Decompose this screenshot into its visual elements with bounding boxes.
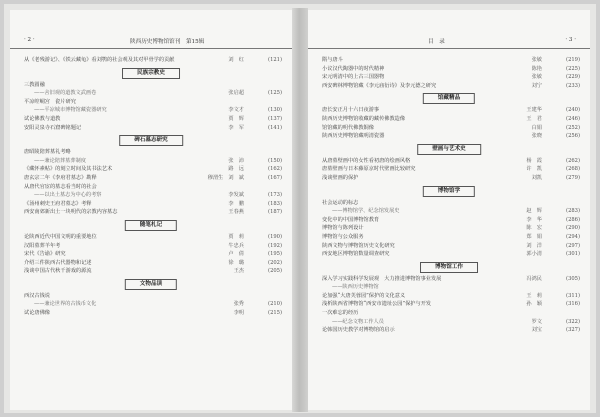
entry-title: ——兼论陪葬墓葬制度 — [34, 157, 86, 164]
entry-author: 贾 莉 — [228, 233, 244, 240]
toc-entry — [10, 165, 292, 174]
entry-author: 张敏 — [531, 57, 542, 63]
entry-title: 宋元明清中的上古三国器物 — [322, 74, 385, 81]
entry-title: 西安地区博物馆数量调查研究 — [322, 251, 390, 258]
entry-page-number: (219) — [566, 57, 580, 63]
toc-entry — [308, 300, 590, 309]
entry-page-number: (183) — [268, 200, 282, 207]
entry-author: 李文才 — [228, 107, 244, 114]
right-page-header — [308, 36, 590, 49]
section-title: 碑石墓志研究 — [119, 135, 183, 146]
entry-page-number: (137) — [268, 115, 282, 122]
toc-entry — [10, 183, 292, 192]
entry-author: 张晓 — [531, 133, 542, 140]
entry-title: 宋代《告谕》研究 — [24, 251, 66, 258]
entry-page-number: (256) — [566, 133, 580, 140]
section-title: 壁画与艺术史 — [417, 144, 481, 155]
toc-entry — [10, 292, 292, 301]
entry-page-number: (316) — [566, 301, 580, 308]
toc-entry — [308, 65, 590, 74]
right-page-number: · 3 · — [565, 37, 576, 43]
left-running-title: 陕西历史博物馆馆刊 第15辑 — [130, 39, 205, 45]
entry-title: 陕西历史博物馆收藏的藏传佛教造像 — [322, 115, 406, 122]
toc-section-heading — [308, 141, 590, 157]
entry-page-number: (233) — [566, 82, 580, 89]
entry-page-number: (141) — [268, 124, 282, 131]
toc-entry — [10, 267, 292, 276]
entry-author: 徐 璐 — [228, 259, 244, 266]
entry-author: 牛忠兵 — [228, 242, 244, 249]
toc-subtitle-row — [10, 191, 292, 200]
entry-author: 王 莉 — [526, 292, 542, 299]
entry-author: 王杰 — [233, 268, 244, 275]
toc-entry — [10, 233, 292, 242]
toc-entry — [308, 157, 590, 166]
toc-entry — [10, 242, 292, 251]
entry-author: 李 鹏 — [228, 200, 244, 207]
toc-entry — [308, 326, 590, 335]
entry-author: 刘宝 — [531, 327, 542, 334]
toc-entry — [308, 73, 590, 82]
entry-title: ——平凉城市博物馆藏瓷器研究 — [34, 107, 107, 114]
entry-page-number: (225) — [566, 65, 580, 72]
entry-page-number: (229) — [566, 74, 580, 81]
entry-author: 李 华 — [526, 216, 542, 223]
entry-page-number: (294) — [566, 233, 580, 240]
section-title: 博物馆工作 — [420, 262, 478, 273]
entry-title: ——以出土墓志为中心的考察 — [34, 192, 102, 199]
toc-entry — [10, 81, 292, 90]
toc-entry — [308, 174, 590, 183]
section-title: 馆藏精品 — [423, 93, 475, 104]
entry-author: 刘宁 — [531, 82, 542, 89]
open-book — [4, 4, 596, 413]
toc-subtitle-row — [10, 106, 292, 115]
toc-entry — [10, 309, 292, 318]
entry-title: 三教圆融 — [24, 81, 45, 88]
toc-subtitle-row — [10, 300, 292, 309]
entry-title: ——纪念文物工作人员 — [332, 318, 384, 325]
entry-page-number: (268) — [566, 166, 580, 173]
toc-entry — [308, 216, 590, 225]
entry-page-number: (187) — [268, 209, 282, 216]
right-running-title: 目 录 — [428, 39, 445, 45]
entry-title: 变化中的中国博物馆教育 — [322, 216, 380, 223]
entry-page-number: (305) — [566, 275, 580, 282]
entry-title: 论韩国历史教学对博物馆的启示 — [322, 327, 395, 334]
entry-page-number: (262) — [566, 157, 580, 164]
left-toc-list — [10, 56, 292, 318]
entry-title: 西汉古钱说 — [24, 292, 50, 299]
toc-entry — [308, 56, 590, 65]
toc-entry — [308, 233, 590, 242]
entry-author: 刘凯 — [531, 174, 542, 181]
toc-section-heading — [308, 183, 590, 199]
entry-title: ——舍旧观的道教文武画卷 — [34, 90, 97, 97]
toc-section-heading — [10, 65, 292, 81]
toc-section-heading — [308, 259, 590, 275]
entry-title: 从唐代官宦的墓志看当时的社会 — [24, 183, 97, 190]
entry-title: 一次难忘的经历 — [322, 310, 359, 317]
entry-title: 隋与唐斗 — [322, 57, 343, 63]
entry-page-number: (192) — [268, 242, 282, 249]
entry-author: 陈艳 — [531, 65, 542, 72]
section-title: 民族宗教史 — [122, 68, 180, 79]
entry-title: 《藏怀素帖》的刻立时间及其书法艺术 — [24, 166, 113, 173]
entry-page-number: (301) — [566, 251, 580, 258]
toc-entry — [308, 250, 590, 259]
entry-page-number: (130) — [268, 107, 282, 114]
entry-author: 刘 红 — [228, 57, 244, 63]
right-toc-list — [308, 56, 590, 335]
entry-author: 刘 洋 — [526, 242, 542, 249]
toc-entry — [308, 199, 590, 208]
entry-title: 从唐墓壁画中的女性看初唐的绘画风格 — [322, 157, 411, 164]
toc-section-heading — [10, 132, 292, 148]
entry-author: 白娟 — [531, 124, 542, 131]
entry-page-number: (215) — [268, 310, 282, 317]
toc-entry — [308, 309, 590, 318]
entry-author: 郭小清 — [526, 251, 542, 258]
entry-title: 安阳灵泉寺石窟碑铭题记 — [24, 124, 82, 131]
entry-author: 王春燕 — [228, 209, 244, 216]
entry-author: 杨 霞 — [526, 157, 542, 164]
toc-section-heading — [308, 90, 590, 106]
entry-author: 卢 倩 — [228, 251, 244, 258]
toc-entry — [308, 165, 590, 174]
entry-title: 西安南郊新出土一块明代的宗教内容墓志 — [24, 209, 118, 216]
entry-title: 浅析陕西省博物馆“西安市遗址公园”保护与开发 — [322, 301, 432, 308]
entry-title: ——陕西历史博物馆 — [332, 284, 379, 291]
entry-title: ——博物馆学、纪念馆发展史 — [332, 208, 400, 215]
entry-title: 馆馆藏的明代佛教铜像 — [322, 124, 374, 131]
entry-author: 陈 宏 — [526, 225, 542, 232]
entry-title: 唐长安正月十六日夜游事 — [322, 107, 380, 114]
entry-author: 张敏 — [531, 74, 542, 81]
toc-entry — [308, 132, 590, 141]
entry-page-number: (290) — [566, 225, 580, 232]
entry-page-number: (283) — [566, 208, 580, 215]
entry-page-number: (205) — [268, 268, 282, 275]
entry-author: 张 沛 — [228, 157, 244, 164]
entry-author: 许 凯 — [526, 166, 542, 173]
entry-page-number: (167) — [268, 174, 282, 181]
entry-page-number: (202) — [268, 259, 282, 266]
entry-title: 《汤州刺史王府君墓志》考释 — [24, 200, 92, 207]
entry-page-number: (210) — [268, 301, 282, 308]
toc-entry — [10, 200, 292, 209]
entry-author: 赵 辉 — [526, 208, 542, 215]
entry-title: 博物馆与陈列设计 — [322, 225, 364, 232]
entry-page-number: (327) — [566, 327, 580, 334]
toc-subtitle-row — [308, 318, 590, 327]
entry-title: 西安碑林博物馆藏《李元庙衍诗》及李元德之研究 — [322, 82, 437, 89]
entry-title: 社会运动的标志 — [322, 199, 359, 206]
toc-entry — [10, 98, 292, 107]
entry-page-number: (190) — [268, 233, 282, 240]
entry-page-number: (286) — [566, 216, 580, 223]
entry-title: 试论佛教与道教 — [24, 115, 61, 122]
toc-entry — [10, 174, 292, 183]
toc-section-heading — [10, 276, 292, 292]
toc-subtitle-row — [10, 89, 292, 98]
entry-page-number: (311) — [566, 292, 580, 299]
toc-entry — [10, 208, 292, 217]
toc-entry — [10, 124, 292, 133]
entry-author: 张启超 — [228, 90, 244, 97]
section-title: 随笔札记 — [125, 220, 177, 231]
book-spine — [292, 8, 308, 412]
entry-author: 李明 — [233, 310, 244, 317]
toc-entry — [308, 124, 590, 133]
section-title: 博物馆学 — [423, 186, 475, 197]
entry-title: ——兼论世界的古钱币文化 — [34, 301, 97, 308]
entry-title: 小议汉代陶器中的时代精神 — [322, 65, 385, 72]
entry-author: 冯鸿民 — [526, 275, 542, 282]
toc-entry — [10, 148, 292, 157]
toc-entry — [10, 259, 292, 268]
entry-author: 郑 娟 — [526, 233, 542, 240]
entry-title: 陕西历史博物馆藏明清瓷器 — [322, 133, 385, 140]
entry-page-number: (297) — [566, 242, 580, 249]
entry-author: 李 军 — [228, 124, 244, 131]
toc-entry — [308, 275, 590, 284]
entry-author: 路 远 — [228, 166, 244, 173]
toc-entry — [308, 224, 590, 233]
toc-entry — [10, 250, 292, 259]
toc-entry — [308, 292, 590, 301]
entry-page-number: (173) — [268, 192, 282, 199]
entry-title: 唐玄宗二年《李府君墓志》勘释 — [24, 174, 97, 181]
entry-page-number: (195) — [268, 251, 282, 258]
toc-entry — [308, 115, 590, 124]
entry-author: 王 君 — [526, 115, 542, 122]
toc-entry — [308, 242, 590, 251]
entry-page-number: (279) — [566, 174, 580, 181]
toc-subtitle-row — [308, 283, 590, 292]
toc-section-heading — [10, 217, 292, 233]
entry-title: 从《老残游记》、《铁云藏龟》看刘鹗的社会观及其对甲骨学的贡献 — [24, 57, 175, 63]
entry-author: 贾 辉 — [228, 115, 244, 122]
left-page-header — [10, 36, 292, 49]
entry-page-number: (240) — [566, 107, 580, 114]
entry-title: 陕西文物与博物馆历史文化研究 — [322, 242, 395, 249]
entry-author: 罗文 — [531, 318, 542, 325]
entry-author: 孙 颖 — [526, 301, 542, 308]
entry-page-number: (162) — [268, 166, 282, 173]
entry-page-number: (121) — [268, 57, 282, 63]
entry-author: 王建华 — [526, 107, 542, 114]
toc-entry — [10, 115, 292, 124]
entry-title: 试论唐佛像 — [24, 310, 50, 317]
entry-title: 平凉崆峒宫 瓷片研究 — [24, 98, 76, 105]
toc-subtitle-row — [308, 207, 590, 216]
left-page-number: · 2 · — [24, 37, 35, 43]
right-page — [308, 10, 590, 410]
entry-page-number: (246) — [566, 115, 580, 122]
entry-title: 论陕西近代中国文明的重要地位 — [24, 233, 97, 240]
entry-page-number: (125) — [268, 90, 282, 97]
entry-title: 浅谈壁画的保护 — [322, 174, 359, 181]
entry-title: 论加强“大唐芙蓉园”保护的文化意义 — [322, 292, 406, 299]
entry-author: 穆渭生 刘 斌 — [207, 174, 244, 181]
toc-entry — [308, 82, 590, 91]
entry-page-number: (252) — [566, 124, 580, 131]
entry-title: 介绍三件陕西古代器物和记述 — [24, 259, 92, 266]
entry-title: 深入学习实践科学发展观 大力推进博物馆事业发展 — [322, 275, 442, 282]
entry-author: 张秀 — [233, 301, 244, 308]
entry-title: 汉阳墓葬羊年考 — [24, 242, 61, 249]
entry-title: 博物馆与公众服务 — [322, 233, 364, 240]
entry-page-number: (322) — [566, 318, 580, 325]
toc-entry — [10, 56, 292, 65]
left-page — [10, 10, 292, 410]
section-title: 文物品读 — [125, 279, 177, 290]
entry-author: 李发斌 — [228, 192, 244, 199]
entry-title: 唐墓壁画与日本藤原京时代壁画比较研究 — [322, 166, 416, 173]
entry-page-number: (150) — [268, 157, 282, 164]
entry-title: 唐昭陵陪葬墓礼考略 — [24, 149, 71, 156]
entry-title: 浅谈中国古代秋千游戏的源流 — [24, 268, 92, 275]
toc-subtitle-row — [10, 157, 292, 166]
toc-entry — [308, 106, 590, 115]
